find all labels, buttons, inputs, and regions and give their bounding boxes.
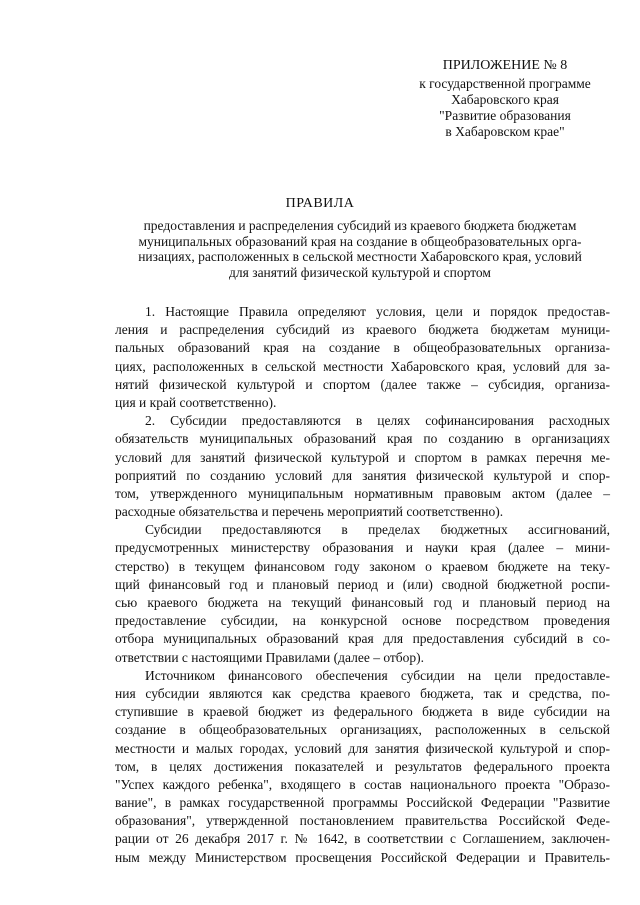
annex-line: к государственной программе: [419, 76, 591, 91]
document-subtitle: [110, 218, 610, 280]
subtitle-line: для занятий физической культурой и спортом: [229, 264, 491, 280]
text-line: ным между Министерством просвещения Российской Федерации и Правитель-: [115, 849, 610, 865]
paragraph-2: [115, 412, 610, 521]
text-line: отбора муниципальных образований края для предоставления субсидий в со-: [115, 631, 610, 647]
text-line: условий для занятий физической культурой и спортом в рамках перечня ме-: [115, 449, 610, 465]
text-line: местности и малых городах, условий для занятия физической культурой и спор-: [115, 740, 610, 756]
text-line: ция и край соответственно).: [115, 394, 277, 410]
subtitle-line: предоставления и распределения субсидий из краевого бюджета бюджетам: [143, 218, 577, 233]
subtitle-line: муниципальных образований края на создание в общеобразовательных орга-: [138, 233, 582, 249]
text-line: расходные обязательства и перечень мероприятий соответственно).: [115, 504, 504, 520]
body-text: [115, 303, 610, 867]
text-line: ления и распределения субсидий из краевого бюджета бюджетам муници-: [115, 322, 610, 338]
text-line: вание", в рамках государственной программы Российской Федерации "Развитие: [115, 795, 610, 811]
paragraph-4: [115, 667, 610, 867]
text-line: предоставление субсидии, на конкурсной основе посредством проведения: [115, 613, 610, 629]
annex-line: в Хабаровском крае": [445, 124, 565, 139]
text-line: нятий физической культурой и спортом (далее также – субсидия, организа-: [115, 376, 610, 392]
annex-title: ПРИЛОЖЕНИЕ № 8: [442, 58, 568, 73]
text-line: ответствии с настоящими Правилами (далее – отбор).: [115, 649, 425, 665]
text-line: стерство) в текущем финансовом году законом о краевом бюджете на теку-: [115, 558, 610, 574]
text-line: пальных образований края на создание в общеобразовательных организа-: [115, 340, 610, 356]
annex-line: Хабаровского края: [451, 92, 559, 107]
paragraph-3: [115, 521, 610, 667]
annex-line: "Развитие образования: [439, 108, 571, 123]
text-line: образования", утвержденной постановлением правительства Российской Феде-: [115, 813, 610, 829]
text-line: щий финансовый год и плановый период и (или) сводной бюджетной роспи-: [115, 576, 610, 592]
text-line: Источником финансового обеспечения субсидии на цели предоставле-: [145, 667, 610, 683]
text-line: 1. Настоящие Правила определяют условия, цели и порядок предостав-: [145, 304, 610, 319]
text-line: циях, расположенных в сельской местности Хабаровского края, условий для за-: [115, 358, 610, 374]
paragraph-1: [115, 303, 610, 412]
text-line: Субсидии предоставляются в пределах бюджетных ассигнований,: [145, 522, 610, 538]
text-line: обязательств муниципальных образований края по созданию в организациях: [115, 431, 610, 447]
text-line: предусмотренных министерству образования и науки края (далее – мини-: [115, 540, 610, 556]
text-line: создание в общеобразовательных организациях, расположенных в сельской: [115, 722, 610, 738]
document-title: ПРАВИЛА: [285, 196, 355, 211]
text-line: роприятий по созданию условий для занятия физической культурой и спор-: [115, 467, 610, 483]
subtitle-line: низациях, расположенных в сельской местности Хабаровского края, условий: [138, 249, 582, 264]
text-line: ступившие в краевой бюджет из федерального бюджета в виде субсидии на: [115, 704, 610, 720]
text-line: сью краевого бюджета на текущий финансовый год и плановый период на: [115, 595, 610, 610]
text-line: рации от 26 декабря 2017 г. № 1642, в соответствии с Соглашением, заключен-: [115, 831, 610, 847]
text-line: том, в целях достижения показателей и результатов федерального проекта: [115, 758, 610, 774]
text-line: "Успех каждого ребенка", входящего в состав национального проекта "Образо-: [115, 776, 610, 792]
text-line: ния субсидии являются как средства краевого бюджета, так и средства, по-: [115, 685, 610, 701]
text-line: 2. Субсидии предоставляются в целях софинансирования расходных: [145, 413, 610, 429]
annex-block: [400, 58, 610, 140]
text-line: том, утвержденного муниципальным нормативным правовым актом (далее –: [115, 485, 610, 501]
